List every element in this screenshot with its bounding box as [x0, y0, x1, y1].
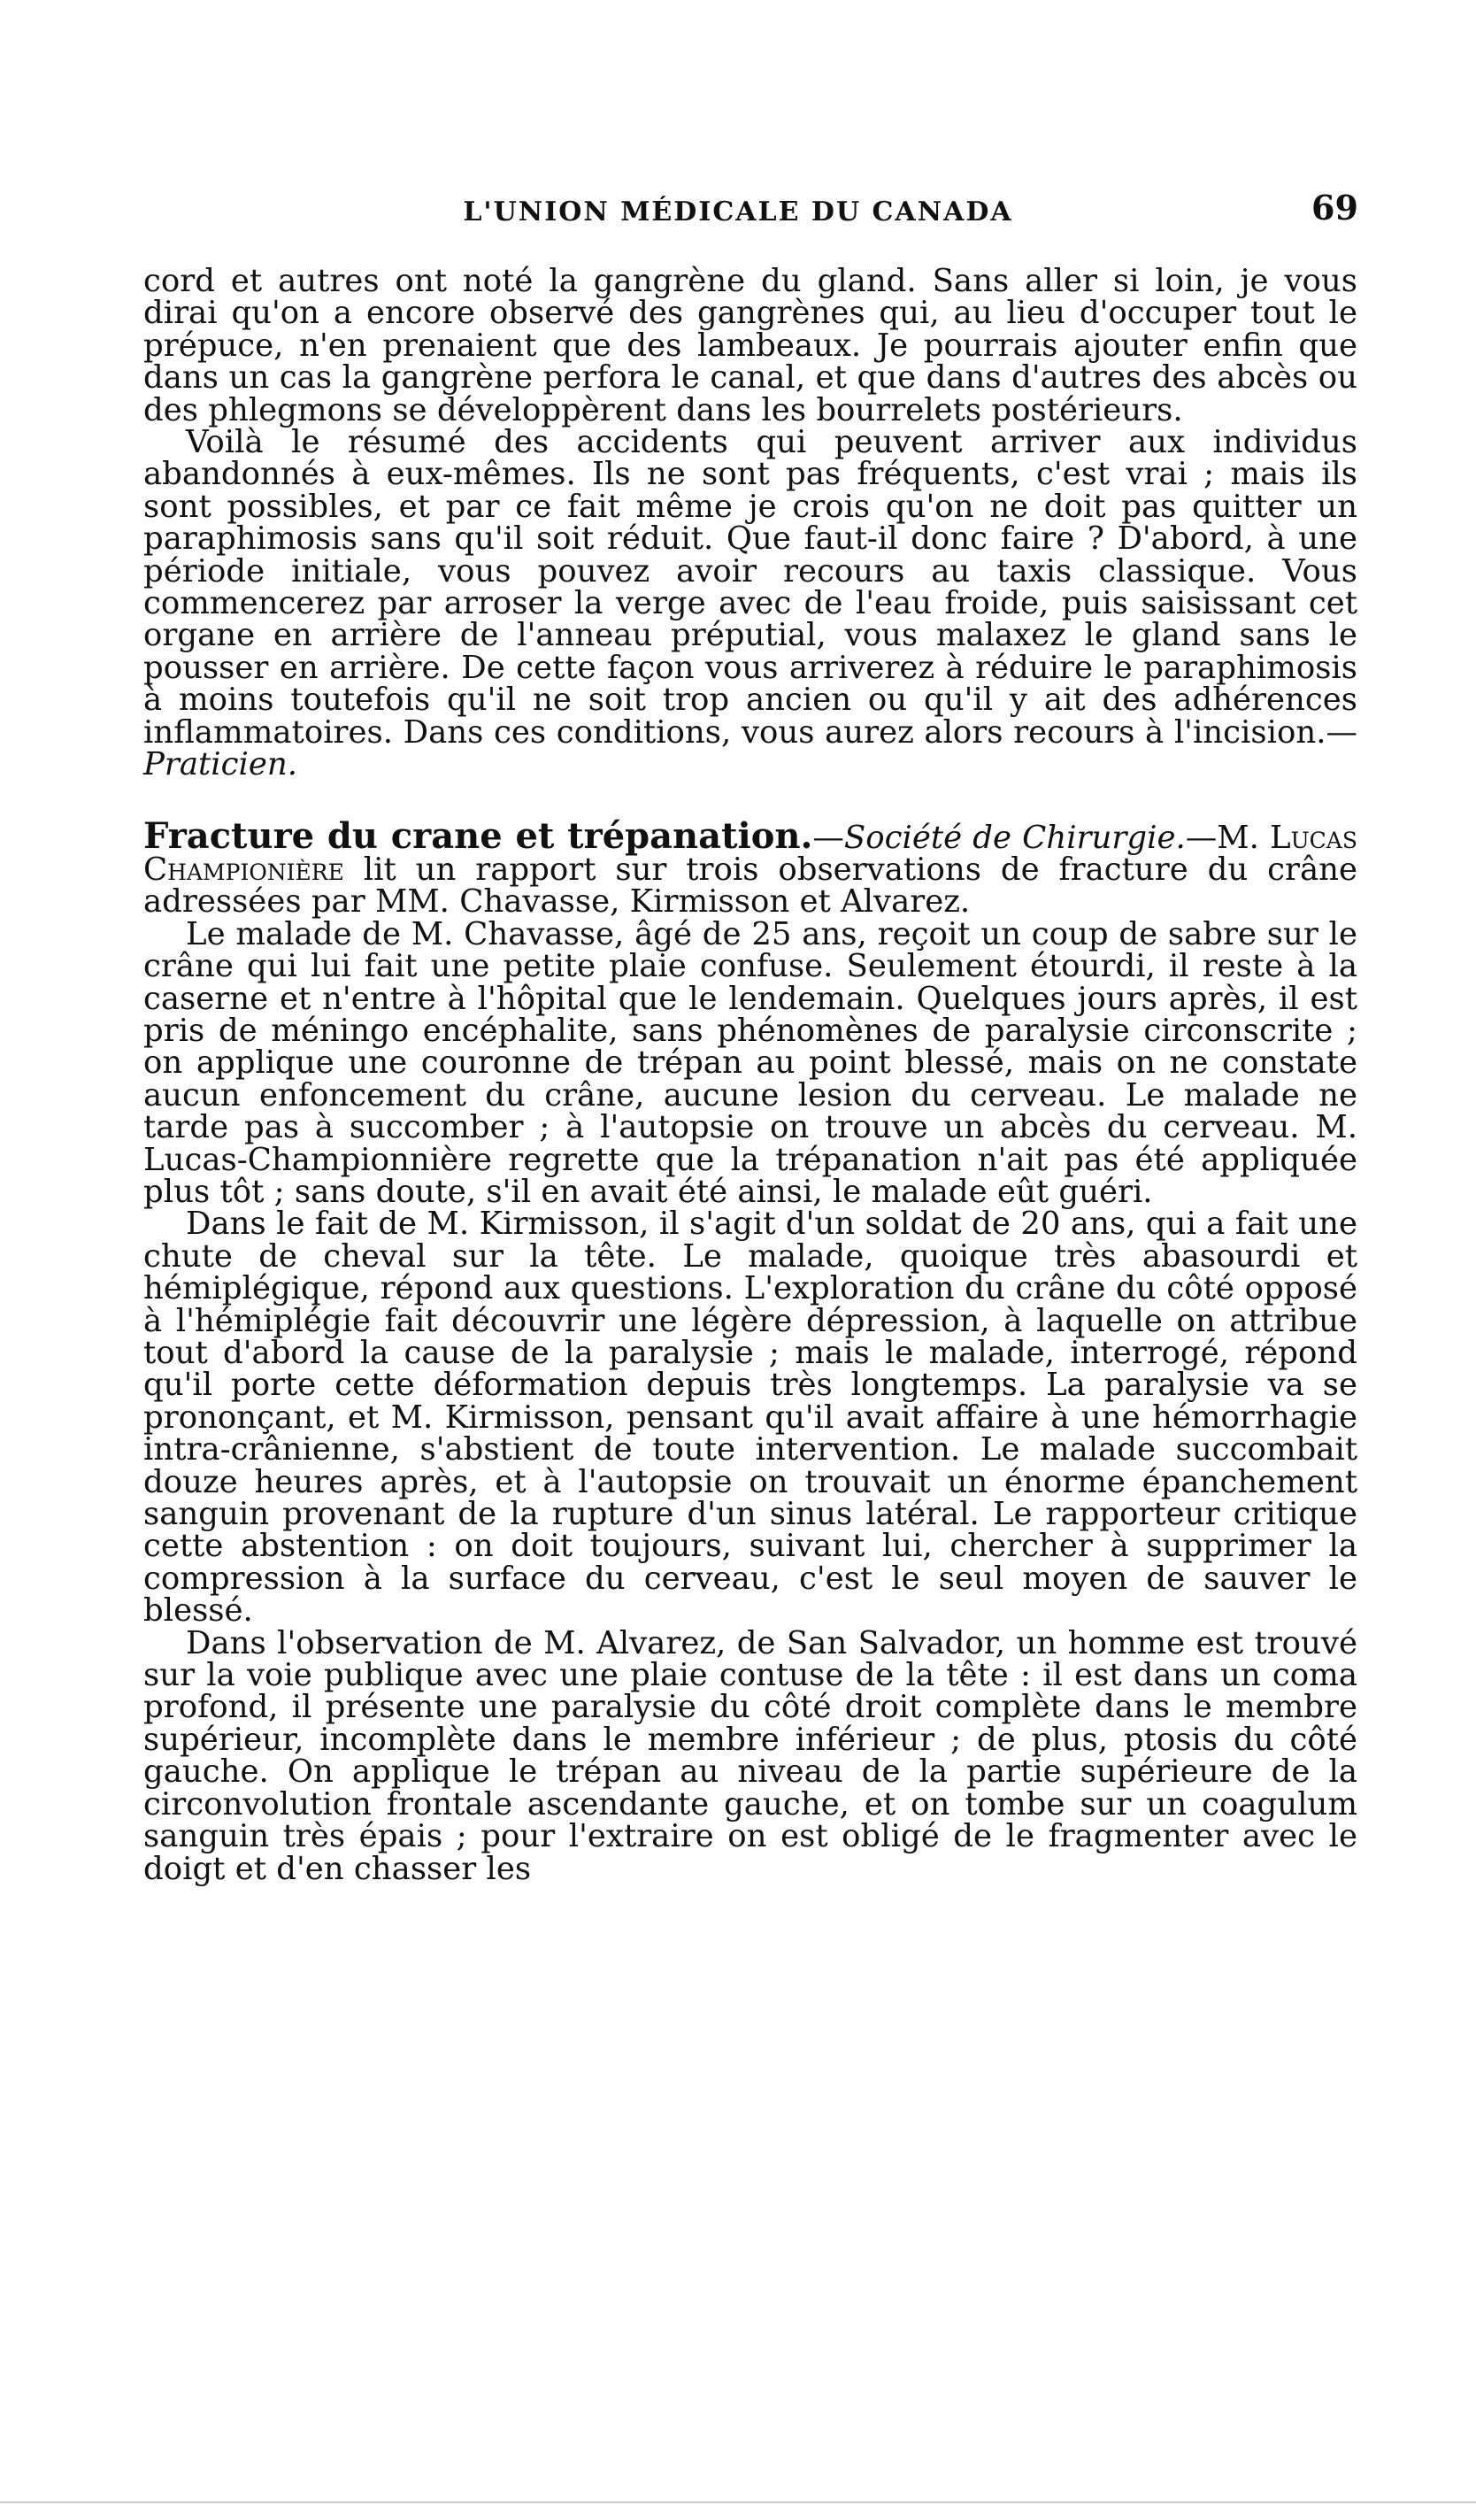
author-name: Lucas Championière — [143, 819, 1357, 888]
paragraph-accidents-text: Voilà le résumé des accidents qui peuvent arriver aux individus abandonnés à eux-mêmes. Ils ne sont pas fréquents, c'est vrai ; mais ils sont possibles, et par ce fait même je crois qu'on ne doit pas quitter un paraphimosis sans qu'il soit réduit. Que faut-il donc faire ? D'abord, à une période initiale, vous pouvez avoir recours au taxis classique. Vous commencerez par arroser la verge avec de l'eau froide, puis saisissant cet organe en arrière de l'anneau préputial, vous malaxez le gland sans le pousser en arrière. De cette façon vous arriverez à réduire le paraphimosis à moins toutefois qu'il ne soit trop ancien ou qu'il y ait des adhérences inflammatoires. Dans ces conditions, vous aurez alors recours à l'incision.— — [143, 424, 1357, 751]
body-text — [143, 263, 1357, 1887]
page-number: 69 — [1311, 188, 1358, 227]
running-header: L'UNION MÉDICALE DU CANADA — [463, 197, 1013, 227]
paragraph-chavasse: Le malade de M. Chavasse, âgé de 25 ans, reçoit un coup de sabre sur le crâne qui lui fait une petite plaie confuse. Seulement étourdi, il reste à la caserne et n'entre à l'hôpital que le lendemain. Quelques jours après, il est pris de méningo encéphalite, sans phénomènes de paralysie circonscrite ; on applique une couronne de trépan au point blessé, mais on ne constate aucun enfoncement du crâne, aucune lesion du cerveau. Le malade ne tarde pas à succomber ; à l'autopsie on trouve un abcès du cerveau. M. Lucas-Championnière regrette que la trépanation n'ait pas été appliquée plus tôt ; sans doute, s'il en avait été ainsi, le malade eût guéri. — [143, 915, 1357, 1210]
paragraph-accidents — [143, 424, 1357, 783]
paragraph-continuation: cord et autres ont noté la gangrène du gland. Sans aller si loin, je vous dirai qu'on a encore observé des gangrènes qui, au lieu d'occuper tout le prépuce, n'en prenaient que des lambeaux. Je pourrais ajouter enfin que dans un cas la gangrène perfora le canal, et que dans d'autres des abcès ou des phlegmons se développèrent dans les bourrelets postérieurs. — [143, 263, 1357, 428]
report-intro: lit un rapport sur trois observations de fracture du crâne adressées par MM. Chavasse, Kirmisson et Alvarez. — [143, 851, 1357, 921]
article-title: Fracture du crane et trépanation. — [143, 814, 813, 857]
article-heading-paragraph — [143, 814, 1357, 921]
page-bottom-edge — [0, 2501, 1476, 2503]
heading-tail: —M. — [1185, 819, 1259, 856]
source-citation: Praticien. — [143, 746, 298, 783]
title-dash: — — [812, 819, 844, 856]
society-name: Société de Chirurgie. — [843, 819, 1186, 856]
paragraph-alvarez: Dans l'observation de M. Alvarez, de San Salvador, un homme est trouvé sur la voie publique avec une plaie contuse de la tête : il est dans un coma profond, il présente une paralysie du côté droit complète dans le membre supérieur, incomplète dans le membre inférieur ; de plus, ptosis du côté gauche. On applique le trépan au niveau de la partie supérieure de la circonvolution frontale ascendante gauche, et on tombe sur un coagulum sanguin très épais ; pour l'extraire on est obligé de le fragmenter avec le doigt et d'en chasser les — [143, 1624, 1357, 1887]
paragraph-kirmisson: Dans le fait de M. Kirmisson, il s'agit d'un soldat de 20 ans, qui a fait une chute de cheval sur la tête. Le malade, quoique très abasourdi et hémiplégique, répond aux questions. L'exploration du crâne du côté opposé à l'hémiplégie fait découvrir une légère dépression, à laquelle on attribue tout d'abord la cause de la paralysie ; mais le malade, interrogé, répond qu'il porte cette déformation depuis très longtemps. La paralysie va se prononçant, et M. Kirmisson, pensant qu'il avait affaire à une hémorrhagie intra-crânienne, s'abstient de toute intervention. Le malade succombait douze heures après, et à l'autopsie on trouvait un énorme épanchement sanguin provenant de la rupture d'un sinus latéral. Le rapporteur critique cette abstention : on doit toujours, suivant lui, chercher à supprimer la compression à la surface du cerveau, c'est le seul moyen de sauver le blessé. — [143, 1206, 1357, 1630]
